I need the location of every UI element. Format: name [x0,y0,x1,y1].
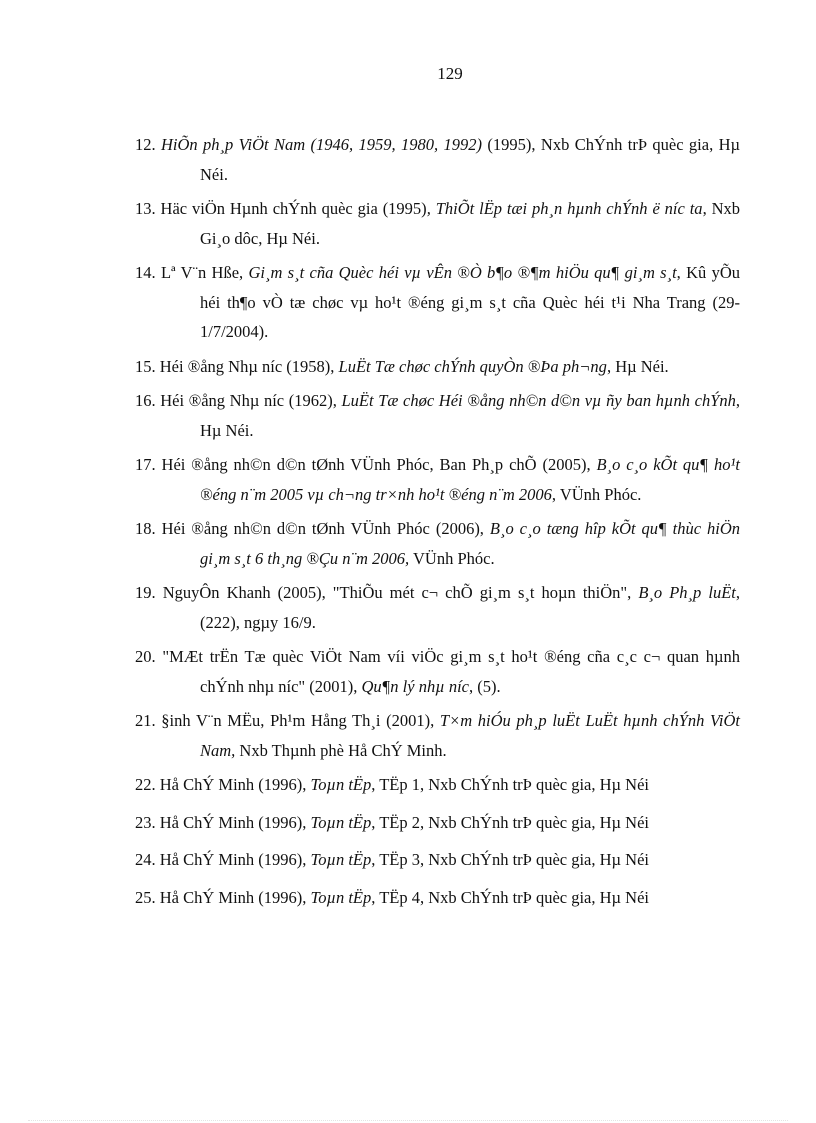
reference-publisher: , (5). [469,676,501,696]
reference-author: Héi ®ång nh©n d©n tØnh VÜnh Phóc, Ban Ph¸p chÕ (2005), [161,455,597,474]
reference-number: 15. [135,356,156,376]
reference-title: Toµn tËp [310,812,372,832]
reference-title: , ThiÕt lËp tæi ph¸n hµnh chÝnh ë níc ta [426,199,703,218]
reference-title: Toµn tËp [310,775,372,794]
reference-title: B¸o c¸o kÕt qu¶ ho¹t ®éng n¨m 2005 vµ ch¬ng tr×nh ho¹t ®éng n¨m 2006 [200,455,740,504]
reference-author: NguyÔn Khanh (2005), "ThiÕu mét c¬ chÕ gi¸m s¸t hoµn thiÖn", [162,583,639,602]
reference-publisher: , (222), ngµy 16/9. [200,583,740,632]
reference-title: Qu¶n lý nhµ níc [361,676,470,696]
reference-author: Lª V¨n Hße, [160,263,249,282]
reference-number: 13. [135,199,156,218]
reference-author: Héi ®ång Nhµ níc (1962), [160,391,342,410]
reference-item [135,514,740,573]
page-bottom-divider [28,1120,788,1121]
reference-item [135,578,740,637]
reference-item [135,386,740,445]
reference-item [135,130,740,189]
reference-number: 23. [135,812,156,832]
reference-number: 17. [135,455,156,474]
reference-author: Hå ChÝ Minh (1996), [159,887,311,907]
reference-publisher: , TËp 1, Nxb ChÝnh trÞ quèc gia, Hµ Néi [371,775,650,794]
reference-author: Héi ®ång Nhµ níc (1958), [159,356,339,376]
reference-publisher: VÜnh Phóc. [409,548,495,568]
reference-number: 25. [135,887,156,907]
reference-publisher: , TËp 4, Nxb ChÝnh trÞ quèc gia, Hµ Néi [371,887,650,907]
reference-item [135,450,740,509]
page-number: 129 [437,64,463,83]
reference-publisher: , Hµ Néi. [200,391,740,440]
reference-item [135,770,740,800]
reference-number: 12. [135,135,156,154]
reference-title: HiÕn ph¸p ViÖt Nam (1946, 1959, 1980, 1992) [161,135,483,154]
reference-title: Toµn tËp [310,887,372,907]
reference-item [135,194,740,253]
reference-publisher: , TËp 2, Nxb ChÝnh trÞ quèc gia, Hµ Néi [371,812,650,832]
reference-publisher: , VÜnh Phóc. [551,484,642,504]
reference-title: LuËt Tæ chøc Héi ®ång nh©n d©n vµ ñy ban hµnh chÝnh [341,391,736,410]
reference-title: LuËt Tæ chøc chÝnh quyÒn ®Þa ph¬ng [338,356,607,376]
reference-number: 16. [135,391,156,410]
reference-author: Hå ChÝ Minh (1996), [159,775,311,794]
reference-item [135,258,740,347]
reference-publisher: , TËp 3, Nxb ChÝnh trÞ quèc gia, Hµ Néi [371,850,650,869]
reference-publisher: , Hµ Néi. [606,356,669,376]
reference-author: "MÆt trËn Tæ quèc ViÖt Nam víi viÖc gi¸m s¸t ho¹t ®éng cña c¸c c¬ quan hµnh chÝnh nhµ níc" (2001), [162,647,740,696]
reference-title: Gi¸m s¸t cña Quèc héi vµ vÊn ®Ò b¶o ®¶m hiÖu qu¶ gi¸m s¸t [248,263,677,282]
reference-publisher: (1995), Nxb ChÝnh trÞ quèc gia, Hµ Néi. [200,135,741,184]
reference-number: 18. [135,519,156,538]
reference-author: Héi ®ång nh©n d©n tØnh VÜnh Phóc (2006), [161,519,490,538]
reference-item [135,706,740,765]
reference-item [135,808,740,838]
reference-title: T×m hiÓu ph¸p luËt LuËt hµnh chÝnh ViÖt Nam, [200,711,740,760]
reference-author: Häc viÖn Hµnh chÝnh quèc gia (1995) [160,199,427,218]
reference-author: §inh V¨n MËu, Ph¹m Hång Th¸i (2001), [161,711,440,730]
reference-number: 20. [135,647,156,666]
reference-number: 24. [135,850,156,869]
reference-number: 19. [135,583,156,602]
reference-publisher: , Nxb Gi¸o dôc, Hµ Néi. [200,199,741,248]
reference-title: B¸o c¸o tæng hîp kÕt qu¶ thùc hiÖn gi¸m s¸t 6 th¸ng ®Çu n¨m 2006, [200,519,741,568]
reference-publisher: Nxb Thµnh phè Hå ChÝ Minh. [235,740,447,760]
reference-number: 22. [135,775,156,794]
reference-item [135,642,740,701]
reference-item [135,883,740,913]
reference-number: 21. [135,711,156,730]
reference-number: 14. [135,263,156,282]
reference-title: Toµn tËp [310,850,372,869]
reference-item [135,352,740,382]
reference-title: B¸o Ph¸p luËt [638,583,736,602]
reference-item [135,845,740,875]
reference-author: Hå ChÝ Minh (1996), [159,850,311,869]
reference-list [135,130,740,920]
reference-publisher: , Kû yÕu héi th¶o vÒ tæ chøc vµ ho¹t ®éng gi¸m s¸t cña Quèc héi t¹i Nha Trang (29-1/7/2004). [200,263,740,341]
reference-author: Hå ChÝ Minh (1996), [159,812,311,832]
